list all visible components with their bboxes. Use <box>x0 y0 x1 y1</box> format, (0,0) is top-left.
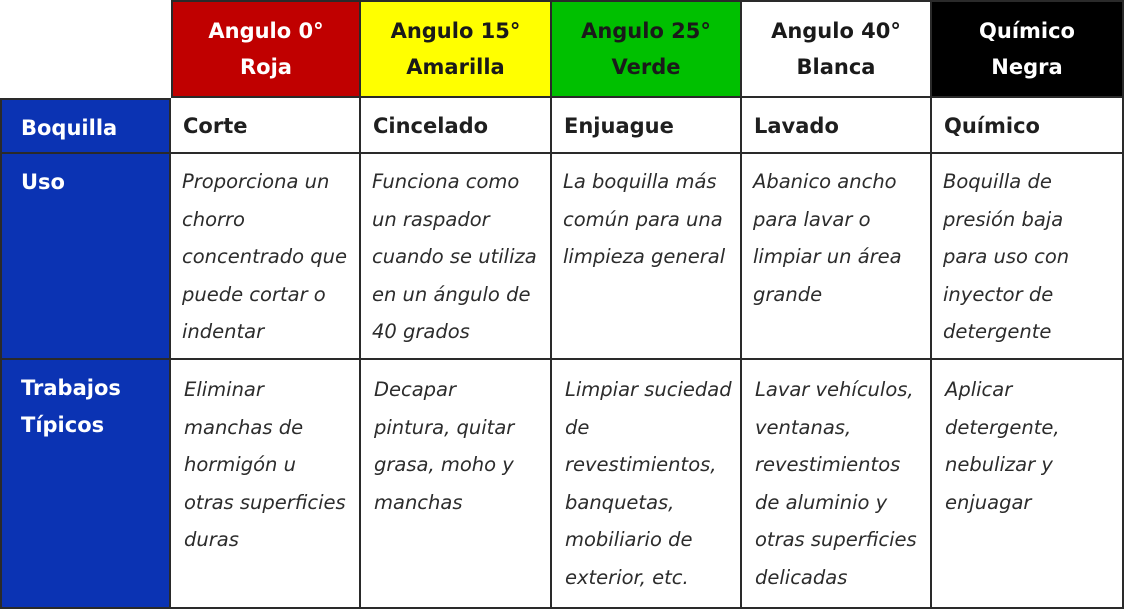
header-black-line1: Químico <box>979 19 1075 43</box>
cell-line: hormigón u <box>184 453 296 476</box>
trabajos-cell <box>932 360 1124 609</box>
cell-line: Abanico ancho <box>753 170 897 193</box>
cell-line: exterior, etc. <box>565 565 689 589</box>
cell-line: grande <box>753 282 823 306</box>
cell-line: otras superficies <box>184 490 346 514</box>
cell-line: indentar <box>182 320 265 343</box>
cell-line: cuando se utiliza <box>372 245 537 268</box>
cell-line: otras superficies <box>755 528 917 551</box>
header-yellow-line2: Amarilla <box>406 55 505 79</box>
trabajos-cell <box>552 360 742 609</box>
header-black-line2: Negra <box>991 55 1063 79</box>
cell-line: Eliminar <box>184 378 264 401</box>
cell-line: para lavar o <box>753 207 871 231</box>
header-red <box>171 0 361 98</box>
cell-line: duras <box>184 528 239 551</box>
cell-line: concentrado que <box>182 245 347 268</box>
cell-line: puede cortar o <box>182 282 326 306</box>
row-label-boquilla: Boquilla <box>0 98 171 154</box>
cell-line: 40 grados <box>372 320 470 343</box>
header-black <box>932 0 1124 98</box>
cell-line: Lavar vehículos, <box>755 378 914 401</box>
uso-cell <box>932 154 1124 360</box>
boquilla-cell: Lavado <box>742 98 932 154</box>
cell-line: banquetas, <box>565 490 675 514</box>
trabajos-cell <box>171 360 361 609</box>
uso-cell <box>171 154 361 360</box>
cell-line: grasa, moho y <box>374 453 514 476</box>
cell-line: enjuagar <box>945 490 1032 514</box>
boquilla-cell: Cincelado <box>361 98 552 154</box>
cell-line: inyector de <box>943 282 1054 306</box>
uso-cell <box>742 154 932 360</box>
cell-line: manchas <box>374 490 463 514</box>
cell-line: detergente, <box>945 415 1060 439</box>
cell-line: Proporciona un <box>182 170 330 193</box>
header-white-line1: Angulo 40° <box>771 19 901 43</box>
header-green <box>552 0 742 98</box>
header-white-line2: Blanca <box>796 55 876 79</box>
cell-line: ventanas, <box>755 415 852 439</box>
header-green-line2: Verde <box>611 55 681 79</box>
header-red-line2: Roja <box>240 55 292 79</box>
cell-line: Funciona como <box>372 170 520 193</box>
boquilla-cell: Corte <box>171 98 361 154</box>
cell-line: detergente <box>943 320 1052 343</box>
cell-line: revestimientos, <box>565 453 717 476</box>
header-white <box>742 0 932 98</box>
cell-line: revestimientos <box>755 453 901 476</box>
row-label-trabajos-line1: Trabajos <box>21 376 121 400</box>
uso-cell <box>552 154 742 360</box>
cell-line: limpiar un área <box>753 245 902 268</box>
cell-line: de aluminio y <box>755 490 888 514</box>
row-label-uso: Uso <box>0 154 171 360</box>
row-label-trabajos-tipicos <box>0 360 171 609</box>
cell-line: Aplicar <box>945 378 1013 401</box>
cell-line: Boquilla de <box>943 170 1052 193</box>
corner-cell <box>0 0 171 98</box>
header-yellow <box>361 0 552 98</box>
cell-line: pintura, quitar <box>374 415 515 439</box>
trabajos-cell <box>361 360 552 609</box>
uso-cell <box>361 154 552 360</box>
cell-line: Decapar <box>374 378 457 401</box>
cell-line: nebulizar y <box>945 453 1053 476</box>
cell-line: de <box>565 415 590 439</box>
cell-line: común para una <box>563 207 723 231</box>
cell-line: manchas de <box>184 415 304 439</box>
boquilla-cell: Enjuague <box>552 98 742 154</box>
header-red-line1: Angulo 0° <box>208 19 324 43</box>
cell-line: un raspador <box>372 207 490 231</box>
cell-line: mobiliario de <box>565 528 693 551</box>
cell-line: limpieza general <box>563 245 726 268</box>
cell-line: Limpiar suciedad <box>565 378 732 401</box>
cell-line: para uso con <box>943 245 1070 268</box>
cell-line: presión baja <box>943 207 1064 231</box>
cell-line: delicadas <box>755 565 848 589</box>
row-label-trabajos-line2: Típicos <box>21 413 105 437</box>
header-green-line1: Angulo 25° <box>581 19 711 43</box>
boquilla-cell: Químico <box>932 98 1124 154</box>
cell-line: en un ángulo de <box>372 282 531 306</box>
header-yellow-line1: Angulo 15° <box>390 19 521 43</box>
cell-line: chorro <box>182 207 245 231</box>
cell-line: La boquilla más <box>563 170 717 193</box>
trabajos-cell <box>742 360 932 609</box>
